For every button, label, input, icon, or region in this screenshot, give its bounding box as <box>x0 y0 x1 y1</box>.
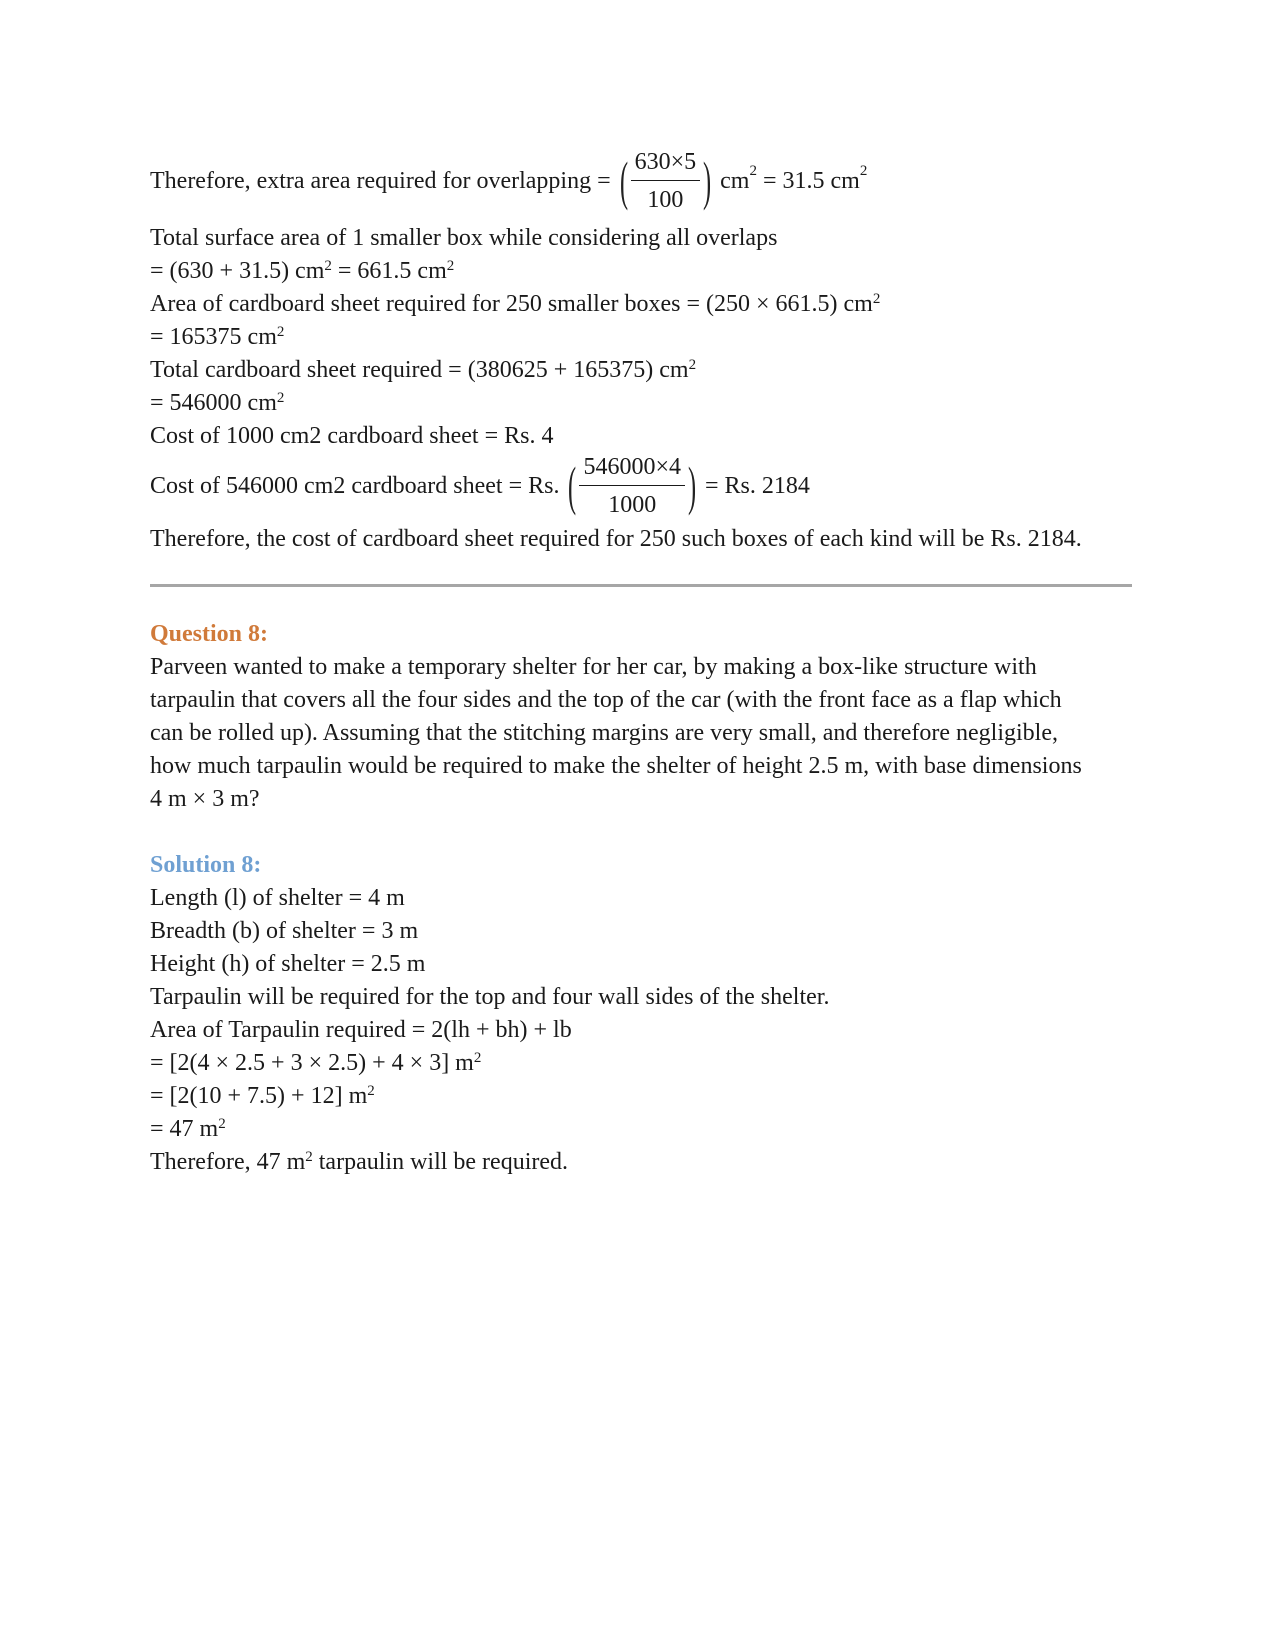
question-line: tarpaulin that covers all the four sides and the top of the car (with the front face as a flap which <box>150 687 1062 713</box>
cost-denominator: 1000 <box>608 492 657 518</box>
cost-fraction: ( $\frac{546000\times 4}{1000}$ ) <box>568 454 697 518</box>
text-line: = 165375 $cm^2$ <box>150 324 285 350</box>
overlap-denominator: 100 <box>647 187 684 213</box>
question-line: 4 m × 3 m? <box>150 786 260 812</box>
solution-line: Area of Tarpaulin required = 2(lh + bh) + lb <box>150 1017 572 1043</box>
text-line: Total surface area of 1 smaller box while considering all overlaps <box>150 225 778 251</box>
document-page <box>150 150 1130 1179</box>
text-line: Area of cardboard sheet required for 250 smaller boxes = (250 × 661.5) $cm^2$ <box>150 291 881 317</box>
cost-equation <box>150 453 1130 519</box>
overlap-equation <box>150 150 1130 212</box>
solution-line: Tarpaulin will be required for the top and four wall sides of the shelter. <box>150 984 830 1010</box>
text-line: Total cardboard sheet required = (380625 + 165375) $cm^2$ <box>150 357 697 383</box>
solution-conclusion: Therefore, 47 $m^2$ tarpaulin will be required. <box>150 1149 569 1175</box>
overlap-unit: $cm^2 = 31.5$ $cm^2$ <box>720 162 868 194</box>
solution-line: Breadth (b) of shelter = 3 m <box>150 918 419 944</box>
solution-line: = 47 $m^2$ <box>150 1116 226 1142</box>
text-line: Cost of 1000 cm2 cardboard sheet = Rs. 4 <box>150 423 554 449</box>
solution-line: Height (h) of shelter = 2.5 m <box>150 951 426 977</box>
overlap-prefix: Therefore, extra area required for overlapping = <box>150 167 611 194</box>
solution-line: = [2(10 + 7.5) + 12] $m^2$ <box>150 1083 375 1109</box>
text-line: Therefore, the cost of cardboard sheet required for 250 such boxes of each kind will be Rs. 2184. <box>150 526 1082 552</box>
solution-title: Solution 8: <box>150 852 262 878</box>
overlap-fraction: ( $\frac{630\times 5}{100}$ ) <box>619 149 712 213</box>
question-title: Question 8: <box>150 621 269 647</box>
cost-suffix: = Rs. 2184 <box>704 472 810 499</box>
text-line: = 546000 $cm^2$ <box>150 390 285 416</box>
question-line: how much tarpaulin would be required to make the shelter of height 2.5 m, with base dimensions <box>150 753 1082 779</box>
question-line: Parveen wanted to make a temporary shelter for her car, by making a box-like structure with <box>150 654 1037 680</box>
question-line: can be rolled up). Assuming that the stitching margins are very small, and therefore negligible, <box>150 720 1058 746</box>
solution-line: = [2(4 × 2.5 + 3 × 2.5) + 4 × 3] $m^2$ <box>150 1050 482 1076</box>
solution-line: Length (l) of shelter = 4 m <box>150 885 405 911</box>
overlap-numerator: 630×5 <box>631 148 701 181</box>
cost-prefix: Cost of 546000 cm2 cardboard sheet = Rs. <box>150 472 560 499</box>
cost-numerator: 546000×4 <box>579 453 685 486</box>
text-line: = (630 + 31.5) $cm^2 = 661.5$ $cm^2$ <box>150 258 455 284</box>
